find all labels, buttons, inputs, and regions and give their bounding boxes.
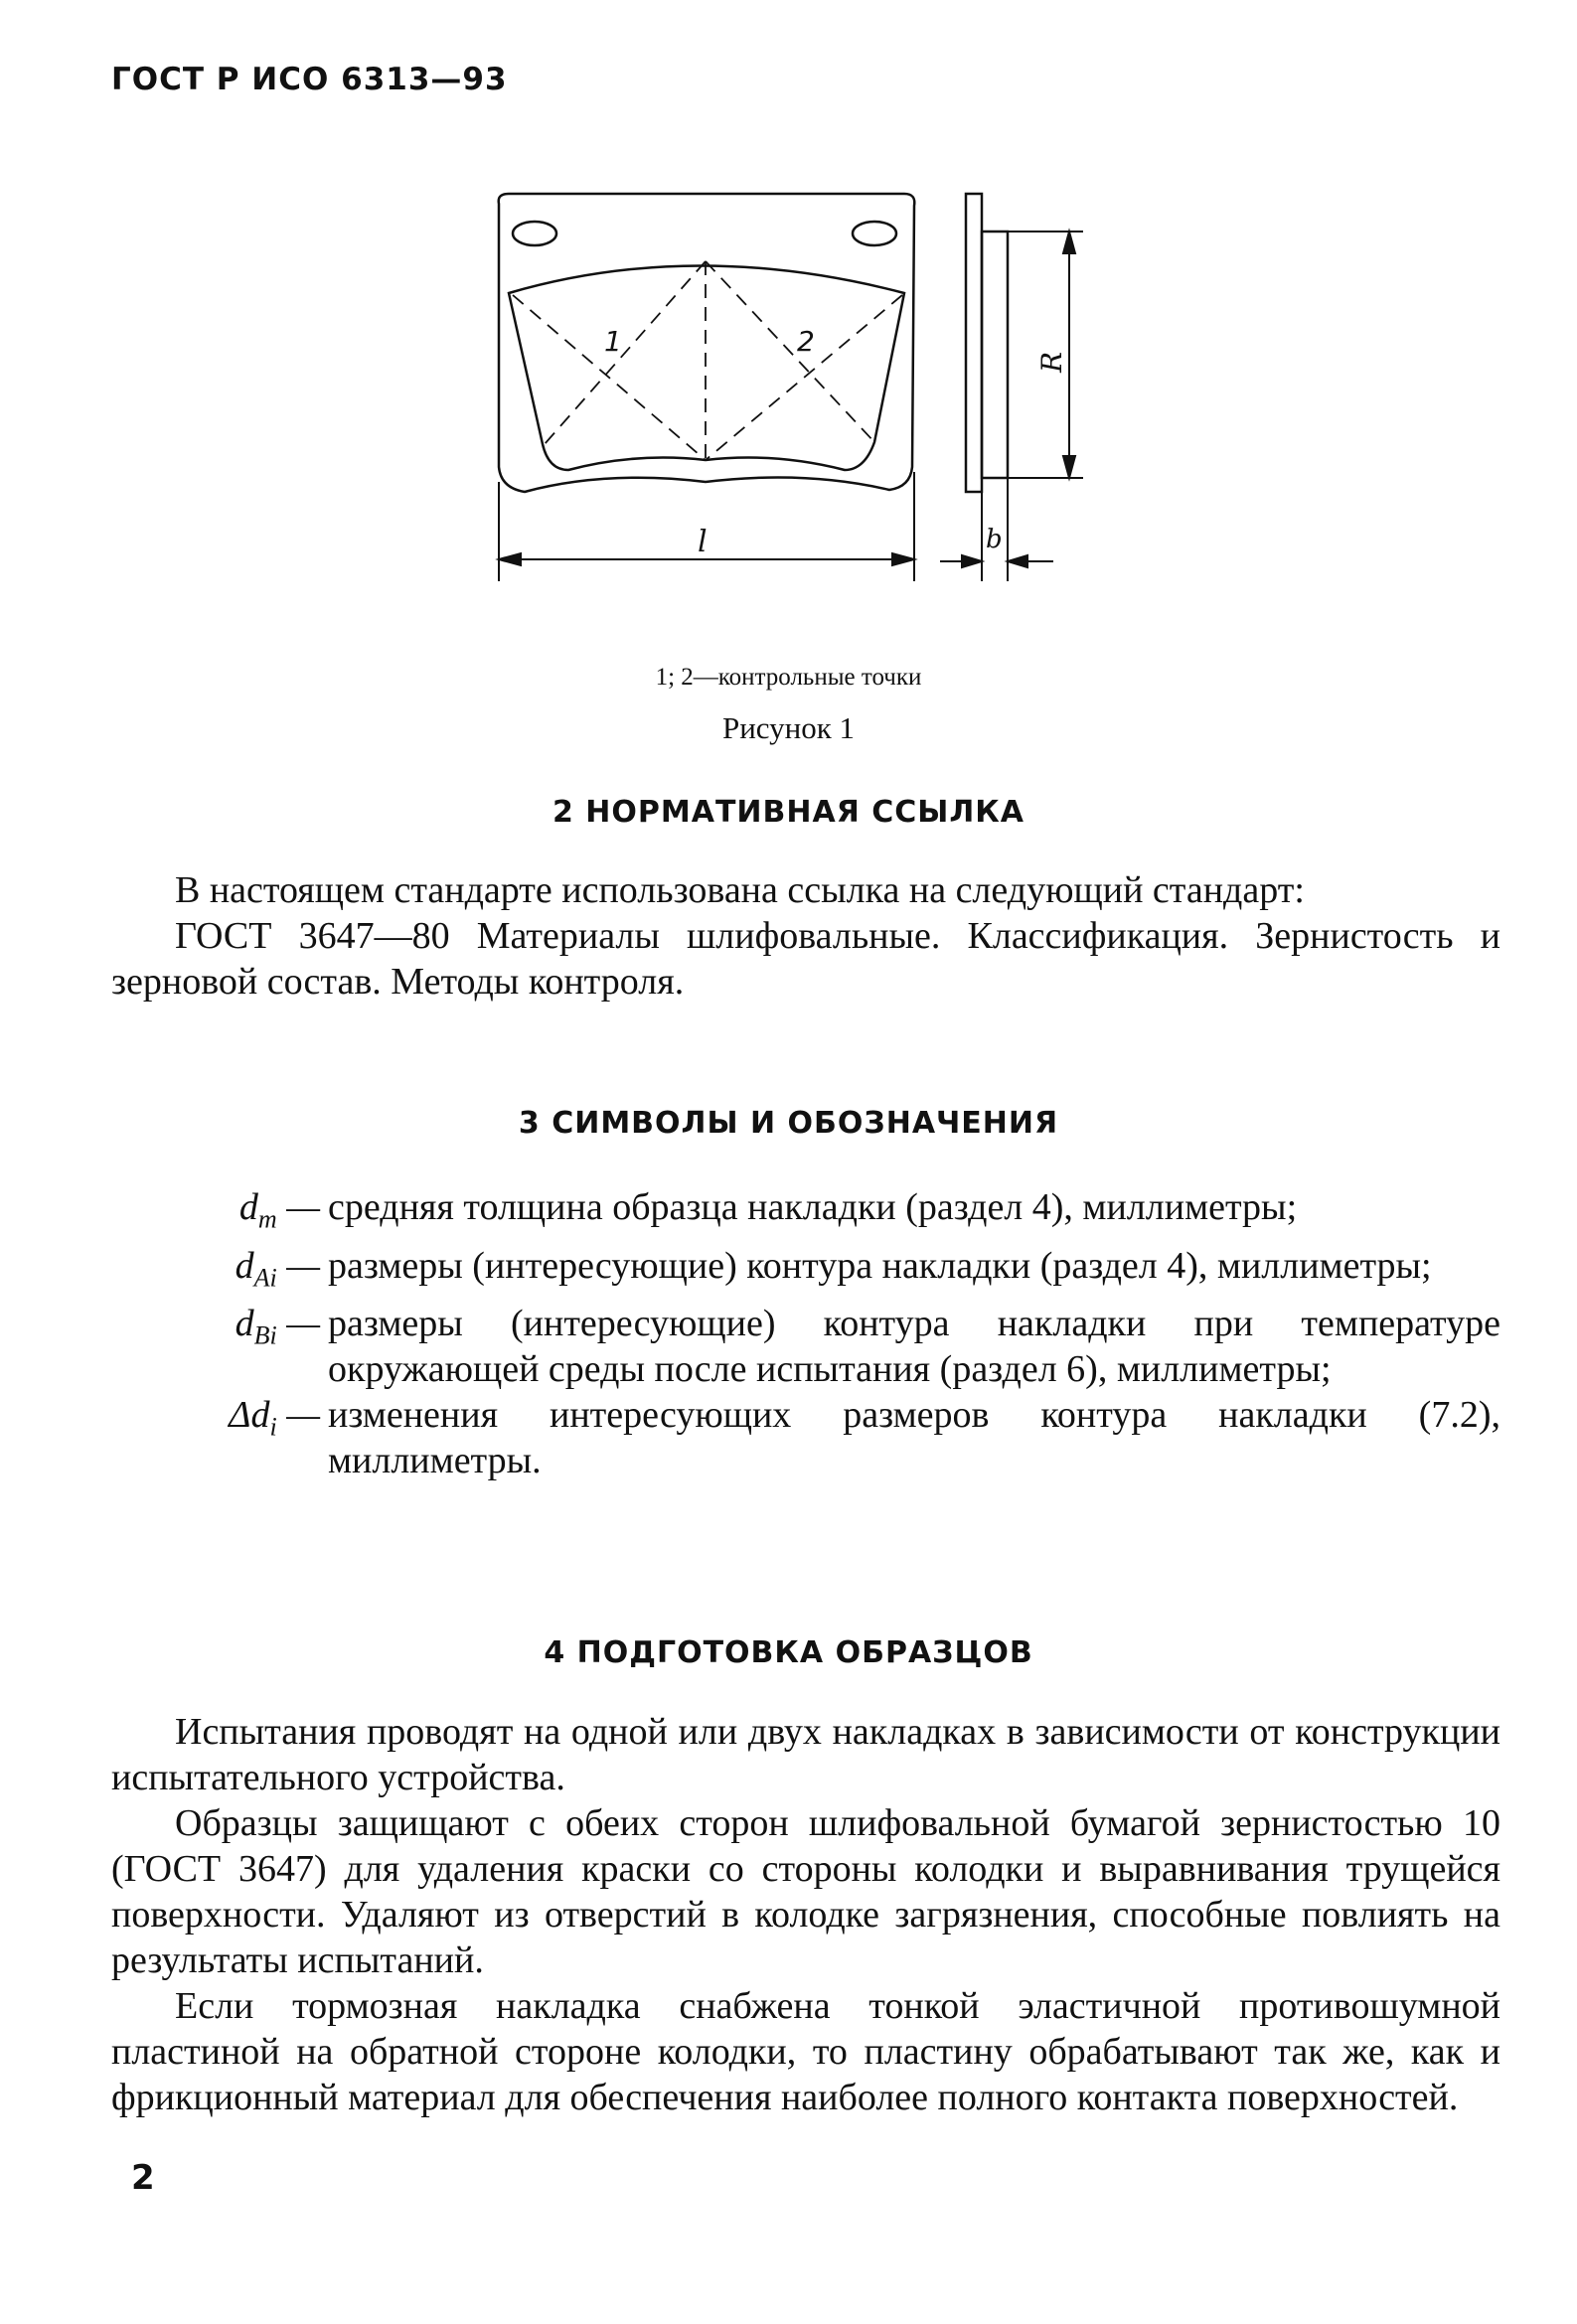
symbols-list	[169, 1184, 1500, 1483]
symbol: $d_{Ai}$ —	[235, 1244, 320, 1293]
dimension-label-b: b	[986, 525, 1003, 554]
section-2-title: 2 НОРМАТИВНАЯ ССЫЛКА	[552, 795, 1025, 830]
mounting-hole-left	[513, 222, 556, 245]
document-header: ГОСТ Р ИСО 6313—93	[111, 62, 508, 97]
figure-points-caption: 1; 2—контрольные точки	[655, 664, 922, 691]
dimension-label-l: l	[698, 525, 708, 559]
section-4-body	[111, 1709, 1500, 2120]
friction-material	[509, 266, 904, 471]
paragraph: ГОСТ 3647—80 Материалы шлифовальные. Классификация. Зернистость и зерновой состав. Методы контроля.	[111, 915, 1500, 1003]
paragraph: В настоящем стандарте использована ссылка на следующий стандарт:	[175, 869, 1305, 911]
symbol-definition: размеры (интересующие) контура накладки (раздел 4), миллиметры;	[328, 1244, 1432, 1287]
symbol-row	[169, 1243, 1500, 1302]
mounting-hole-right	[853, 222, 896, 245]
diagonal-line	[706, 295, 902, 460]
paragraph: Испытания проводят на одной или двух накладках в зависимости от конструкции испытательного устройства.	[111, 1711, 1500, 1798]
side-view-plate	[966, 194, 982, 492]
symbol-row	[169, 1392, 1500, 1483]
symbol-definition: средняя толщина образца накладки (раздел 4), миллиметры;	[328, 1186, 1298, 1228]
side-view-lining	[982, 232, 1008, 478]
point-label-1: 1	[604, 325, 622, 358]
point-label-2: 2	[797, 325, 815, 358]
section-3-title: 3 СИМВОЛЫ И ОБОЗНАЧЕНИЯ	[518, 1106, 1059, 1141]
symbol: $d_m$ —	[238, 1186, 320, 1234]
symbol: $d_{Bi}$ —	[235, 1303, 320, 1350]
symbol-definition: размеры (интересующие) контура накладки при температуре окружающей среды после испытания (раздел 6), миллиметры;	[328, 1303, 1500, 1391]
paragraph: Если тормозная накладка снабжена тонкой эластичной противошумной пластиной на обратной стороне колодки, то пластину обрабатывают так же, как и фрикционный материал для обеспечения наиболее полного контакта поверхностей.	[111, 1985, 1500, 2118]
diagonal-line	[706, 261, 874, 442]
paragraph: Образцы защищают с обеих сторон шлифовальной бумагой зернистостью 10 (ГОСТ 3647) для удаления краски со стороны колодки и выравнивания трущейся поверхности. Удаляют из отверстий в колодке загрязнения, способные повлиять на результаты испытаний.	[111, 1802, 1500, 1981]
dimension-label-r: R	[1035, 351, 1068, 373]
brake-pad-figure	[477, 184, 1153, 611]
symbol: $\Delta d_i$ —	[229, 1394, 320, 1442]
figure-title: Рисунок 1	[721, 710, 856, 745]
pad-backing-plate	[499, 194, 915, 492]
symbol-row	[169, 1184, 1500, 1243]
page-number: 2	[131, 2158, 155, 2198]
symbol-row	[169, 1301, 1500, 1392]
section-4-title: 4 ПОДГОТОВКА ОБРАЗЦОВ	[544, 1635, 1033, 1670]
section-2-body	[111, 867, 1500, 1005]
diagonal-line	[545, 261, 706, 444]
symbol-definition: изменения интересующих размеров контура накладки (7.2), миллиметры.	[328, 1394, 1500, 1482]
